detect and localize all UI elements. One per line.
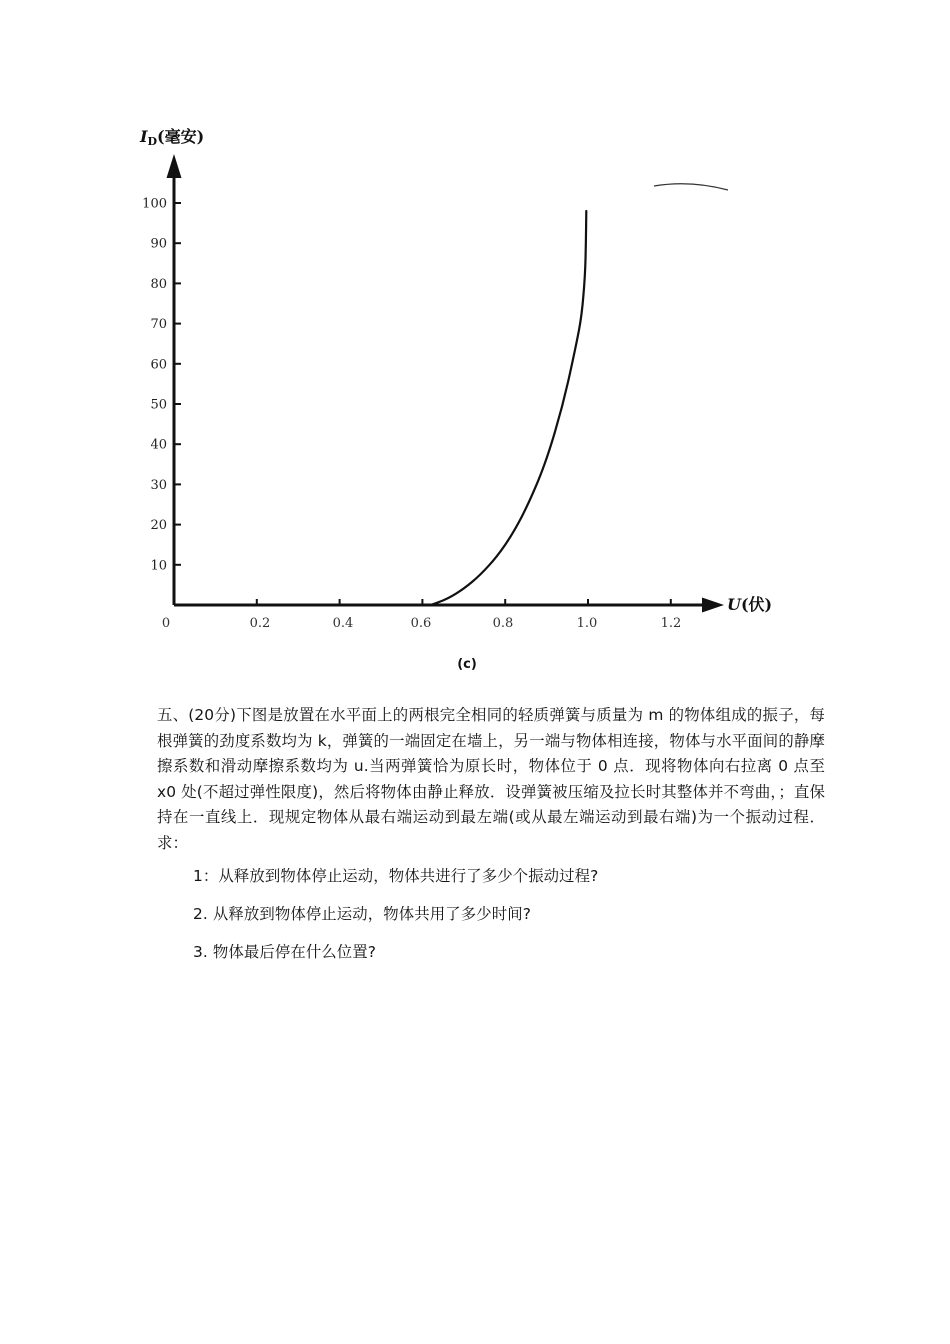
y-tick-label: 30 bbox=[150, 477, 167, 493]
y-tick-label: 90 bbox=[150, 236, 167, 252]
x-axis-label: U(伏) bbox=[727, 595, 773, 614]
x-axis-arrow bbox=[702, 598, 724, 613]
figure-caption: (c) bbox=[457, 657, 477, 672]
y-tick-label: 40 bbox=[150, 437, 167, 453]
y-tick-label: 50 bbox=[150, 397, 167, 413]
question-1: 1：从释放到物体停止运动，物体共进行了多少个振动过程? bbox=[193, 866, 599, 885]
y-tick-label: 20 bbox=[150, 518, 167, 534]
series-curve bbox=[431, 211, 587, 605]
y-tick-label: 60 bbox=[150, 357, 167, 373]
question-3: 3. 物体最后停在什么位置? bbox=[193, 942, 377, 961]
x-tick-label: 0.8 bbox=[492, 616, 514, 631]
question-2: 2. 从释放到物体停止运动，物体共用了多少时间? bbox=[193, 904, 531, 923]
axes bbox=[167, 154, 725, 613]
problem-text bbox=[157, 703, 825, 971]
y-tick-label: 10 bbox=[150, 558, 167, 574]
y-axis-label: ID(毫安) bbox=[140, 127, 205, 148]
y-tick-label: 80 bbox=[150, 276, 167, 292]
x-tick-label: 1.2 bbox=[660, 616, 682, 631]
x-tick-label: 0.4 bbox=[332, 616, 354, 631]
scan-artifact-stroke bbox=[654, 184, 728, 190]
x-tick-label: 1.0 bbox=[576, 616, 598, 631]
y-tick-label: 70 bbox=[150, 317, 167, 333]
y-tick-label: 100 bbox=[142, 196, 167, 212]
x-tick-label: 0 bbox=[161, 616, 171, 631]
problem-statement: 五、(20分)下图是放置在水平面上的两根完全相同的轻质弹簧与质量为 m 的物体组成的振子，每根弹簧的劲度系数均为 k，弹簧的一端固定在墙上，另一端与物体相连接，物体与水平面间的静摩擦系数和滑动摩擦系数均为 u.当两弹簧恰为原长时，物体位于 0 点．现将物体向右拉离 0 点至 x0 处(不超过弹性限度)，然后将物体由静止释放．设弹簧被压缩及拉长时其整体并不弯曲，；直保持在一直线上．现规定物体从最右端运动到最左端(或从最左端运动到最右端)为一个振动过程．求： bbox=[157, 706, 825, 852]
y-axis-arrow bbox=[167, 154, 182, 178]
x-tick-label: 0.2 bbox=[249, 616, 271, 631]
x-tick-label: 0.6 bbox=[410, 616, 432, 631]
